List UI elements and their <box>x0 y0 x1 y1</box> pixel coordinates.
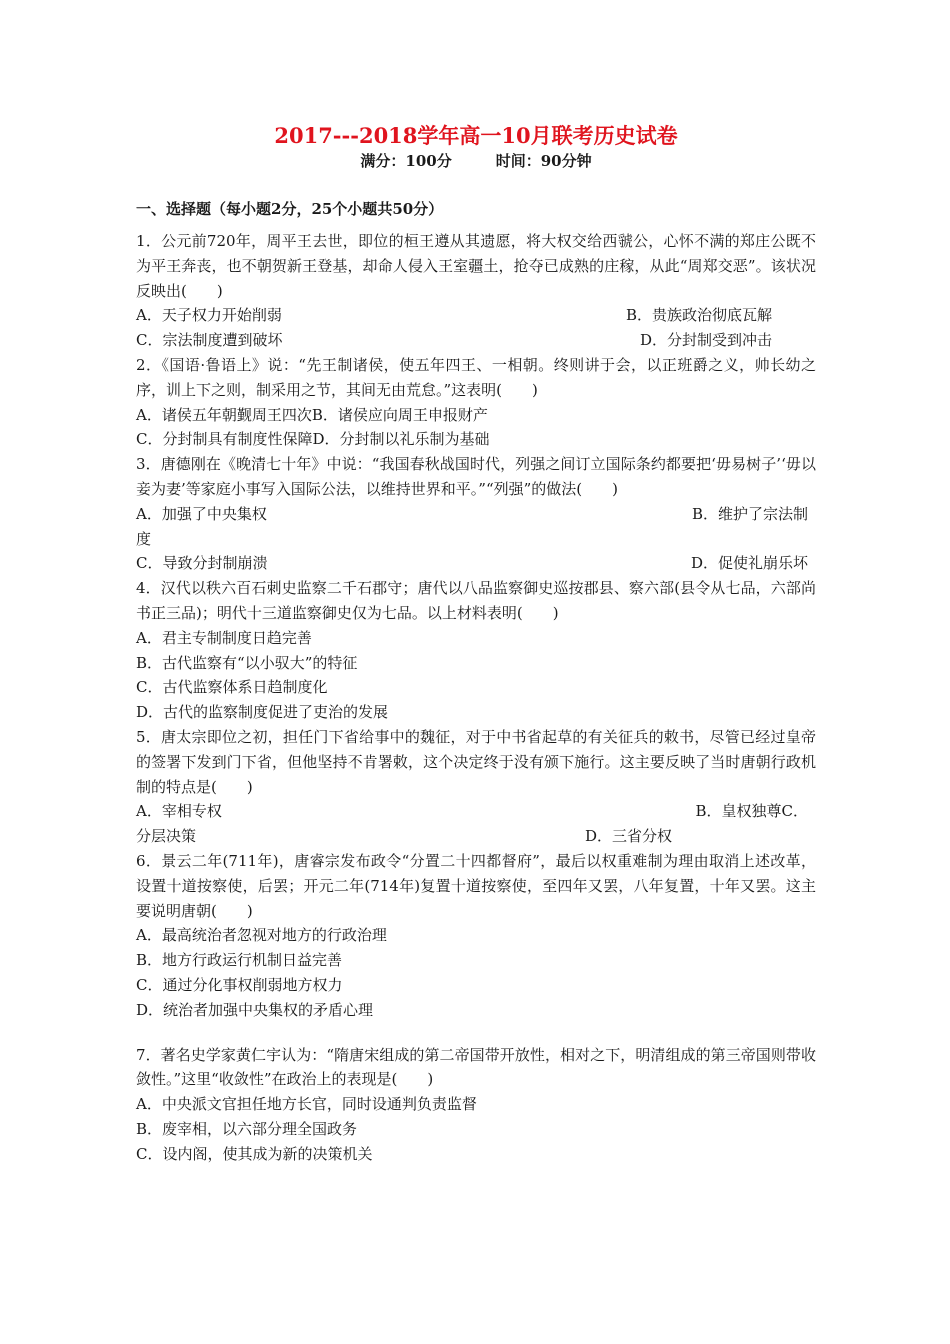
option-c: C．宗法制度遭到破坏 <box>136 331 283 350</box>
option-row <box>136 303 816 328</box>
option-a: A．加强了中央集权 <box>136 504 267 523</box>
question-1 <box>136 229 816 353</box>
question-stem: 2．《国语·鲁语上》说：“先王制诸侯，使五年四王、一相朝。终则讲于会，以正班爵之义，帅长幼之序，训上下之则，制采用之节，其间无由荒怠。”这表明( ) <box>136 355 816 399</box>
score-label: 满分：100分 <box>360 152 452 170</box>
question-2 <box>136 353 816 452</box>
option-a: A．最高统治者忽视对地方的行政治理 <box>136 926 387 945</box>
option-ab: A．诸侯五年朝觐周王四次B．诸侯应向周王申报财产 <box>136 405 488 424</box>
time-label: 时间：90分钟 <box>495 152 592 170</box>
option-c: C．设内阁，使其成为新的决策机关 <box>136 1144 373 1163</box>
question-stem: 5．唐太宗即位之初，担任门下省给事中的魏征，对于中书省起草的有关征兵的敕书，尽管已经过皇帝的签署下发到门下省，但他坚持不肯署敕，这个决定终于没有颁下施行。这主要反映了当时唐朝行政机制的特点是( ) <box>136 727 816 796</box>
option-cd: C．分封制具有制度性保障D．分封制以礼乐制为基础 <box>136 430 490 449</box>
exam-page <box>136 122 816 1166</box>
question-stem: 7．著名史学家黄仁宇认为：“隋唐宋组成的第二帝国带开放性，相对之下，明清组成的第三帝国则带收敛性。”这里“收敛性”在政治上的表现是( ) <box>136 1045 816 1089</box>
option-a: A．宰相专权 <box>136 802 222 821</box>
option-b: B．地方行政运行机制日益完善 <box>136 951 343 970</box>
question-stem: 3．唐德刚在《晚清七十年》中说：“我国春秋战国时代，列强之间订立国际条约都要把‘毋易树子’‘毋以妾为妻’等家庭小事写入国际公法，以维持世界和平。”“列强”的做法( ) <box>136 455 816 498</box>
option-d: D．三省分权 <box>584 827 672 846</box>
question-7 <box>136 1043 816 1167</box>
question-4 <box>136 576 816 725</box>
question-6 <box>136 849 816 1023</box>
option-b: B．废宰相，以六部分理全国政务 <box>136 1119 358 1138</box>
option-b-wrap: 度 <box>136 529 152 548</box>
option-d: D．促使礼崩乐坏 <box>690 554 808 573</box>
option-c: C．通过分化事权削弱地方权力 <box>136 975 343 994</box>
option-c-wrap: 分层决策 <box>136 827 197 846</box>
question-stem: 4．汉代以秩六百石刺史监察二千石郡守；唐代以八品监察御史巡按郡县、察六部(县令从七品，六部尚书正三品)；明代十三道监察御史仅为七品。以上材料表明( ) <box>136 579 816 622</box>
option-row <box>136 502 816 527</box>
option-b: B．维护了宗法制 <box>691 504 808 523</box>
exam-title: 2017---2018学年高一10月联考历史试卷 <box>274 123 678 148</box>
question-stem: 1．公元前720年，周平王去世，即位的桓王遵从其遗愿，将大权交给西虢公，心怀不满的郑庄公既不为平王奔丧，也不朝贺新王登基，却命人侵入王室疆土，抢夺已成熟的庄稼，从此“周郑交恶”。该状况反映出( ) <box>136 232 816 300</box>
option-a: A．中央派文官担任地方长官，同时设通判负责监督 <box>136 1095 477 1114</box>
option-row <box>136 824 816 849</box>
option-b: B．古代监察有“以小驭大”的特征 <box>136 653 358 672</box>
option-a: A．君主专制制度日趋完善 <box>136 628 312 647</box>
option-d: D．分封制受到冲击 <box>639 331 772 350</box>
question-3 <box>136 452 816 576</box>
option-bc: B．皇权独尊C． <box>695 802 808 821</box>
option-a: A．天子权力开始削弱 <box>136 306 282 325</box>
section-heading: 一、选择题（每小题2分，25个小题共50分） <box>136 200 444 218</box>
option-c: C．导致分封制崩溃 <box>136 554 268 573</box>
option-c: C．古代监察体系日趋制度化 <box>136 678 328 697</box>
question-5 <box>136 725 816 849</box>
exam-meta <box>136 150 816 172</box>
option-d: D．古代的监察制度促进了吏治的发展 <box>136 703 389 722</box>
option-row <box>136 551 816 576</box>
spacer <box>136 1023 816 1043</box>
option-d: D．统治者加强中央集权的矛盾心理 <box>136 1000 374 1019</box>
option-row <box>136 799 816 824</box>
option-row <box>136 328 816 353</box>
question-stem: 6．景云二年(711年)，唐睿宗发布政令“分置二十四都督府”，最后以权重难制为理由取消上述改革，设置十道按察使，后罢；开元二年(714年)复置十道按察使，至四年又罢，八年复置，十年又罢。这主要说明唐朝( ) <box>136 851 816 920</box>
option-b: B．贵族政治彻底瓦解 <box>625 306 772 325</box>
